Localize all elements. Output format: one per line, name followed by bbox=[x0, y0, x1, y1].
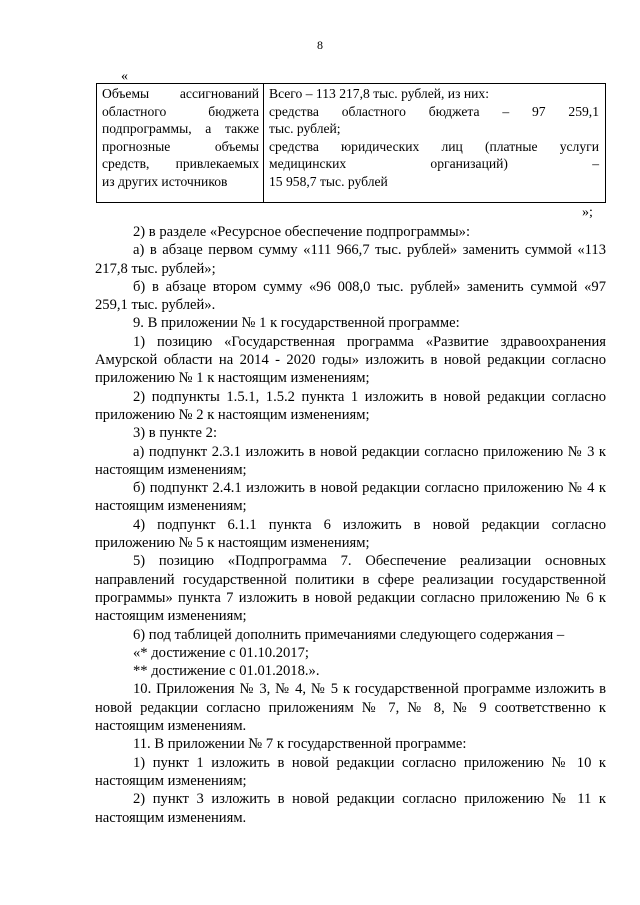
value-line: Всего – 113 217,8 тыс. рублей, из них: bbox=[269, 86, 489, 101]
paragraph: а) подпункт 2.3.1 изложить в новой редакции согласно приложению № 3 к настоящим изменениям; bbox=[95, 443, 606, 478]
paragraph: 9. В приложении № 1 к государственной программе: bbox=[133, 315, 460, 332]
paragraph: 4) подпункт 6.1.1 пункта 6 изложить в новой редакции согласно приложению № 5 к настоящим изменениям; bbox=[95, 516, 606, 552]
paragraph: ** достижение с 01.01.2018.». bbox=[133, 663, 320, 680]
label-line: подпрограммы, а также bbox=[102, 121, 259, 137]
table-value-cell bbox=[264, 84, 605, 202]
document-body bbox=[95, 223, 606, 827]
paragraph: 2) пункт 3 изложить в новой редакции согласно приложению № 11 к настоящим изменениям. bbox=[95, 791, 606, 826]
closing-quote: »; bbox=[582, 205, 593, 220]
value-line: средства областного бюджета – 97 259,1 bbox=[269, 103, 599, 119]
value-line: медицинских организаций) – bbox=[269, 156, 599, 172]
paragraph: «* достижение с 01.10.2017; bbox=[133, 644, 309, 661]
label-line: средств, привлекаемых bbox=[102, 156, 259, 172]
paragraph: б) подпункт 2.4.1 изложить в новой редакции согласно приложению № 4 к настоящим изменениям; bbox=[95, 480, 606, 515]
value-line: средства юридических лиц (платные услуги bbox=[269, 138, 599, 154]
paragraph: 5) позицию «Подпрограмма 7. Обеспечение реализации основных направлений государственной политики в сфере реализации государственной программы» пункта 7 изложить в новой редакции согласно приложению № 6 к настоящим изменениям; bbox=[95, 553, 606, 625]
label-line: прогнозные объемы bbox=[102, 138, 259, 154]
paragraph: 10. Приложения № 3, № 4, № 5 к государственной программе изложить в новой редакции согласно приложениям № 7, № 8, № 9 соответственно к настоящим изменениям. bbox=[95, 681, 606, 735]
paragraph: 2) в разделе «Ресурсное обеспечение подпрограммы»: bbox=[133, 224, 470, 240]
label-line: из других источников bbox=[102, 173, 228, 189]
paragraph: б) в абзаце втором сумму «96 008,0 тыс. рублей» заменить суммой «97 259,1 тыс. рублей». bbox=[95, 278, 606, 314]
label-line: Объемы ассигнований bbox=[102, 86, 259, 101]
paragraph: 11. В приложении № 7 к государственной программе: bbox=[133, 736, 467, 753]
paragraph: 3) в пункте 2: bbox=[133, 425, 218, 442]
paragraph: 6) под таблицей дополнить примечаниями следующего содержания – bbox=[133, 626, 565, 643]
table-label-cell bbox=[97, 84, 264, 202]
page-number: 8 bbox=[317, 38, 323, 52]
paragraph: 1) пункт 1 изложить в новой редакции согласно приложению № 10 к настоящим изменениям; bbox=[95, 754, 606, 789]
paragraph: 2) подпункты 1.5.1, 1.5.2 пункта 1 изложить в новой редакции согласно приложению № 2 к настоящим изменениям; bbox=[95, 388, 606, 423]
value-line: 15 958,7 тыс. рублей bbox=[269, 173, 388, 189]
paragraph: 1) позицию «Государственная программа «Развитие здравоохранения Амурской области на 2014 - 2020 годы» изложить в новой редакции согласно приложению № 1 к настоящим изменениям; bbox=[95, 333, 606, 387]
opening-quote: « bbox=[121, 69, 128, 84]
value-line: тыс. рублей; bbox=[269, 121, 341, 137]
label-line: областного бюджета bbox=[102, 103, 259, 119]
funding-table bbox=[96, 83, 606, 203]
paragraph: а) в абзаце первом сумму «111 966,7 тыс. рублей» заменить суммой «113 217,8 тыс. рублей»; bbox=[95, 242, 606, 277]
